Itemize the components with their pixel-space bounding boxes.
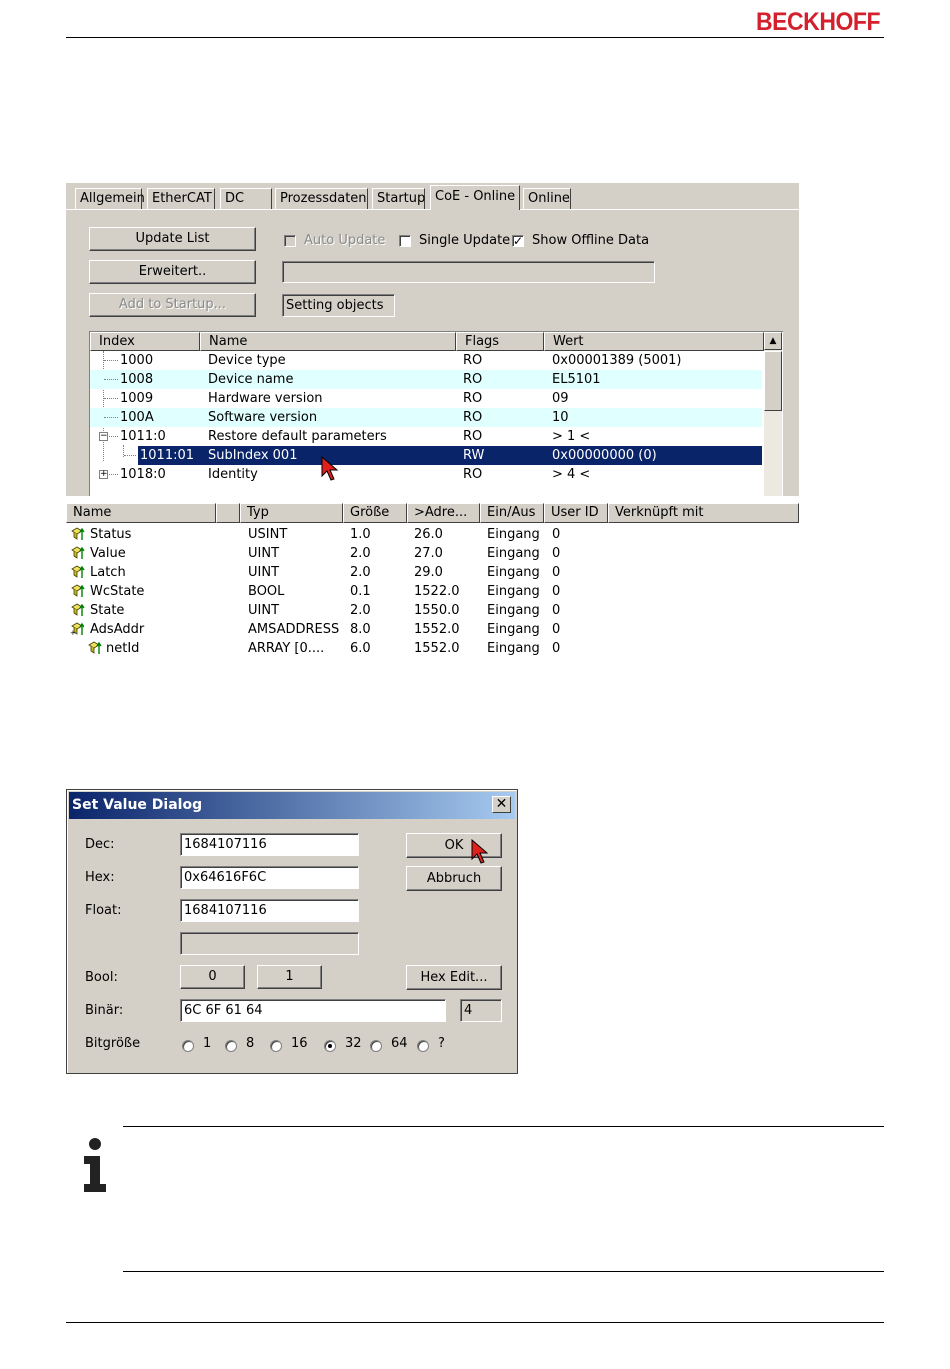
- bitsize-64-label: 64: [391, 1036, 408, 1051]
- cell-wert: > 1 <: [552, 429, 591, 444]
- float-label: Float:: [85, 903, 122, 918]
- note-bottom-rule: [123, 1271, 884, 1272]
- update-list-button[interactable]: Update List: [89, 227, 256, 251]
- cell-index: 100A: [120, 410, 154, 425]
- table-row[interactable]: [66, 639, 799, 656]
- beckhoff-logo: BECKHOFF: [756, 8, 881, 36]
- vt-column-verknuepft[interactable]: Verknüpft mit: [608, 503, 799, 523]
- var-groesse: 2.0: [350, 565, 371, 580]
- cell-flags: RO: [463, 429, 483, 444]
- ok-button[interactable]: OK: [406, 833, 502, 858]
- var-typ: UINT: [248, 546, 280, 561]
- var-name: Value: [90, 546, 126, 561]
- float-input[interactable]: 1684107116: [180, 899, 359, 922]
- var-userid: 0: [552, 641, 561, 656]
- input-variable-icon: [71, 584, 85, 598]
- binaer-input[interactable]: 6C 6F 61 64: [180, 999, 446, 1022]
- var-groesse: 2.0: [350, 603, 371, 618]
- vt-column-groesse[interactable]: Größe: [343, 503, 407, 523]
- input-variable-icon: [71, 565, 85, 579]
- cell-index: 1000: [120, 353, 154, 368]
- var-einaus: Eingang: [487, 546, 540, 561]
- cell-flags: RO: [463, 391, 483, 406]
- var-typ: USINT: [248, 527, 288, 542]
- var-userid: 0: [552, 603, 561, 618]
- table-row[interactable]: [66, 525, 799, 544]
- hex-label: Hex:: [85, 870, 115, 885]
- var-adresse: 1552.0: [414, 641, 460, 656]
- var-groesse: 1.0: [350, 527, 371, 542]
- dec-label: Dec:: [85, 837, 115, 852]
- var-name: State: [90, 603, 125, 618]
- add-to-startup-button[interactable]: Add to Startup...: [89, 293, 256, 317]
- tab-dc[interactable]: DC: [220, 188, 272, 209]
- cell-name: Device name: [208, 372, 294, 387]
- var-userid: 0: [552, 546, 561, 561]
- var-adresse: 27.0: [414, 546, 443, 561]
- erweitert-button[interactable]: Erweitert..: [89, 260, 256, 284]
- table-row[interactable]: [66, 563, 799, 582]
- cell-index: 1011:0: [120, 429, 166, 444]
- cell-wert: 10: [552, 410, 569, 425]
- var-einaus: Eingang: [487, 622, 540, 637]
- bitsize-32-radio[interactable]: [324, 1040, 336, 1052]
- bool-0-button[interactable]: 0: [180, 965, 245, 989]
- collapse-icon[interactable]: −: [100, 431, 108, 441]
- tab-coe-online[interactable]: CoE - Online: [430, 185, 520, 210]
- var-adresse: 29.0: [414, 565, 443, 580]
- cell-wert: 0x00000000 (0): [552, 448, 657, 463]
- var-groesse: 8.0: [350, 622, 371, 637]
- column-name[interactable]: Name: [200, 332, 456, 351]
- var-einaus: Eingang: [487, 565, 540, 580]
- cell-name: Device type: [208, 353, 286, 368]
- bitgroesse-label: Bitgröße: [85, 1036, 141, 1051]
- bitsize-1-radio[interactable]: [182, 1040, 194, 1052]
- show-offline-data-checkbox[interactable]: ✓: [513, 234, 524, 248]
- table-row[interactable]: [66, 620, 799, 639]
- dec-input[interactable]: 1684107116: [180, 833, 359, 856]
- var-adresse: 1550.0: [414, 603, 460, 618]
- cell-flags: RW: [463, 448, 485, 463]
- var-groesse: 6.0: [350, 641, 371, 656]
- cell-name: Software version: [208, 410, 318, 425]
- column-wert[interactable]: Wert: [544, 332, 764, 351]
- cell-flags: RO: [463, 410, 483, 425]
- var-groesse: 2.0: [350, 546, 371, 561]
- cell-wert: > 4 <: [552, 467, 591, 482]
- bitsize-16-label: 16: [291, 1036, 308, 1051]
- close-icon[interactable]: ✕: [492, 796, 511, 813]
- var-typ: ARRAY [0....: [248, 641, 325, 656]
- bitsize-8-label: 8: [246, 1036, 255, 1051]
- blank-readonly-field: [180, 932, 359, 955]
- status-field: Setting objects: [282, 294, 395, 317]
- var-name: netId: [106, 641, 140, 656]
- var-name: WcState: [90, 584, 145, 599]
- expand-icon[interactable]: [70, 622, 84, 636]
- table-row[interactable]: [66, 582, 799, 601]
- bitsize-64-radio[interactable]: [370, 1040, 382, 1052]
- set-value-dialog: [66, 789, 518, 1074]
- tab-startup[interactable]: Startup: [372, 188, 425, 209]
- var-typ: UINT: [248, 565, 280, 580]
- auto-update-label: Auto Update: [304, 233, 386, 248]
- var-adresse: 1522.0: [414, 584, 460, 599]
- table-row[interactable]: [66, 601, 799, 620]
- cell-wert: 09: [552, 391, 569, 406]
- cell-name: SubIndex 001: [208, 448, 298, 463]
- bitsize-32-label: 32: [345, 1036, 362, 1051]
- var-typ: AMSADDRESS: [248, 622, 340, 637]
- input-variable-icon: [71, 603, 85, 617]
- var-adresse: 26.0: [414, 527, 443, 542]
- cell-name: Hardware version: [208, 391, 323, 406]
- vt-column-adresse[interactable]: >Adre...: [407, 503, 480, 523]
- var-userid: 0: [552, 527, 561, 542]
- bitsize-16-radio[interactable]: [270, 1040, 282, 1052]
- var-name: Status: [90, 527, 132, 542]
- bitsize-unknown-radio[interactable]: [417, 1040, 429, 1052]
- vt-column-einaus[interactable]: Ein/Aus: [480, 503, 544, 523]
- mouse-cursor-icon: [471, 839, 489, 865]
- vt-column-userid[interactable]: User ID: [544, 503, 608, 523]
- dialog-title: Set Value Dialog: [72, 797, 203, 813]
- cell-flags: RO: [463, 372, 483, 387]
- var-userid: 0: [552, 565, 561, 580]
- var-userid: 0: [552, 584, 561, 599]
- var-einaus: Eingang: [487, 527, 540, 542]
- hex-edit-button[interactable]: Hex Edit...: [406, 965, 502, 990]
- var-typ: UINT: [248, 603, 280, 618]
- bitsize-1-label: 1: [203, 1036, 212, 1051]
- dialog-title-bar[interactable]: [69, 792, 515, 819]
- table-row[interactable]: [66, 544, 799, 563]
- input-variable-icon: [88, 641, 102, 655]
- cell-name: Restore default parameters: [208, 429, 387, 444]
- cell-index: 1008: [120, 372, 154, 387]
- cell-name: Identity: [208, 467, 258, 482]
- input-variable-icon: [71, 546, 85, 560]
- abbruch-button[interactable]: Abbruch: [406, 866, 502, 891]
- hex-input[interactable]: 0x64616F6C: [180, 866, 359, 889]
- var-einaus: Eingang: [487, 584, 540, 599]
- var-typ: BOOL: [248, 584, 285, 599]
- expand-icon[interactable]: +: [100, 469, 108, 479]
- column-flags[interactable]: Flags: [456, 332, 544, 351]
- show-offline-data-label: Show Offline Data: [532, 233, 650, 248]
- var-adresse: 1552.0: [414, 622, 460, 637]
- variables-list: [0, 0, 950, 656]
- single-update-label: Single Update: [419, 233, 511, 248]
- tab-allgemein[interactable]: Allgemein: [75, 188, 142, 209]
- bitsize-unknown-label: ?: [438, 1036, 445, 1051]
- cell-wert: 0x00001389 (5001): [552, 353, 682, 368]
- input-variable-icon: [71, 527, 85, 541]
- svg-text:+: +: [70, 629, 76, 636]
- tab-online[interactable]: Online: [523, 188, 571, 209]
- vt-column-name[interactable]: Name: [66, 503, 216, 523]
- var-userid: 0: [552, 622, 561, 637]
- var-einaus: Eingang: [487, 603, 540, 618]
- cell-index: 1018:0: [120, 467, 166, 482]
- var-name: Latch: [90, 565, 126, 580]
- cell-flags: RO: [463, 353, 483, 368]
- vt-column-typ[interactable]: Typ: [240, 503, 343, 523]
- cell-flags: RO: [463, 467, 483, 482]
- var-einaus: Eingang: [487, 641, 540, 656]
- footer-rule: [66, 1322, 884, 1323]
- var-groesse: 0.1: [350, 584, 371, 599]
- tab-ethercat[interactable]: EtherCAT: [147, 188, 215, 209]
- cell-index: 1009: [120, 391, 154, 406]
- scroll-up-icon[interactable]: ▲: [764, 332, 782, 350]
- cell-index: 1011:01: [140, 448, 195, 463]
- bool-1-button[interactable]: 1: [257, 965, 322, 989]
- var-name: AdsAddr: [90, 622, 145, 637]
- binaer-length: 4: [460, 999, 502, 1022]
- bool-label: Bool:: [85, 970, 118, 985]
- bitsize-8-radio[interactable]: [225, 1040, 237, 1052]
- info-icon: [81, 1137, 109, 1193]
- column-index[interactable]: Index: [90, 332, 200, 351]
- tab-prozessdaten[interactable]: Prozessdaten: [275, 188, 368, 209]
- note-top-rule: [123, 1126, 884, 1127]
- cell-wert: EL5101: [552, 372, 601, 387]
- binaer-label: Binär:: [85, 1003, 124, 1018]
